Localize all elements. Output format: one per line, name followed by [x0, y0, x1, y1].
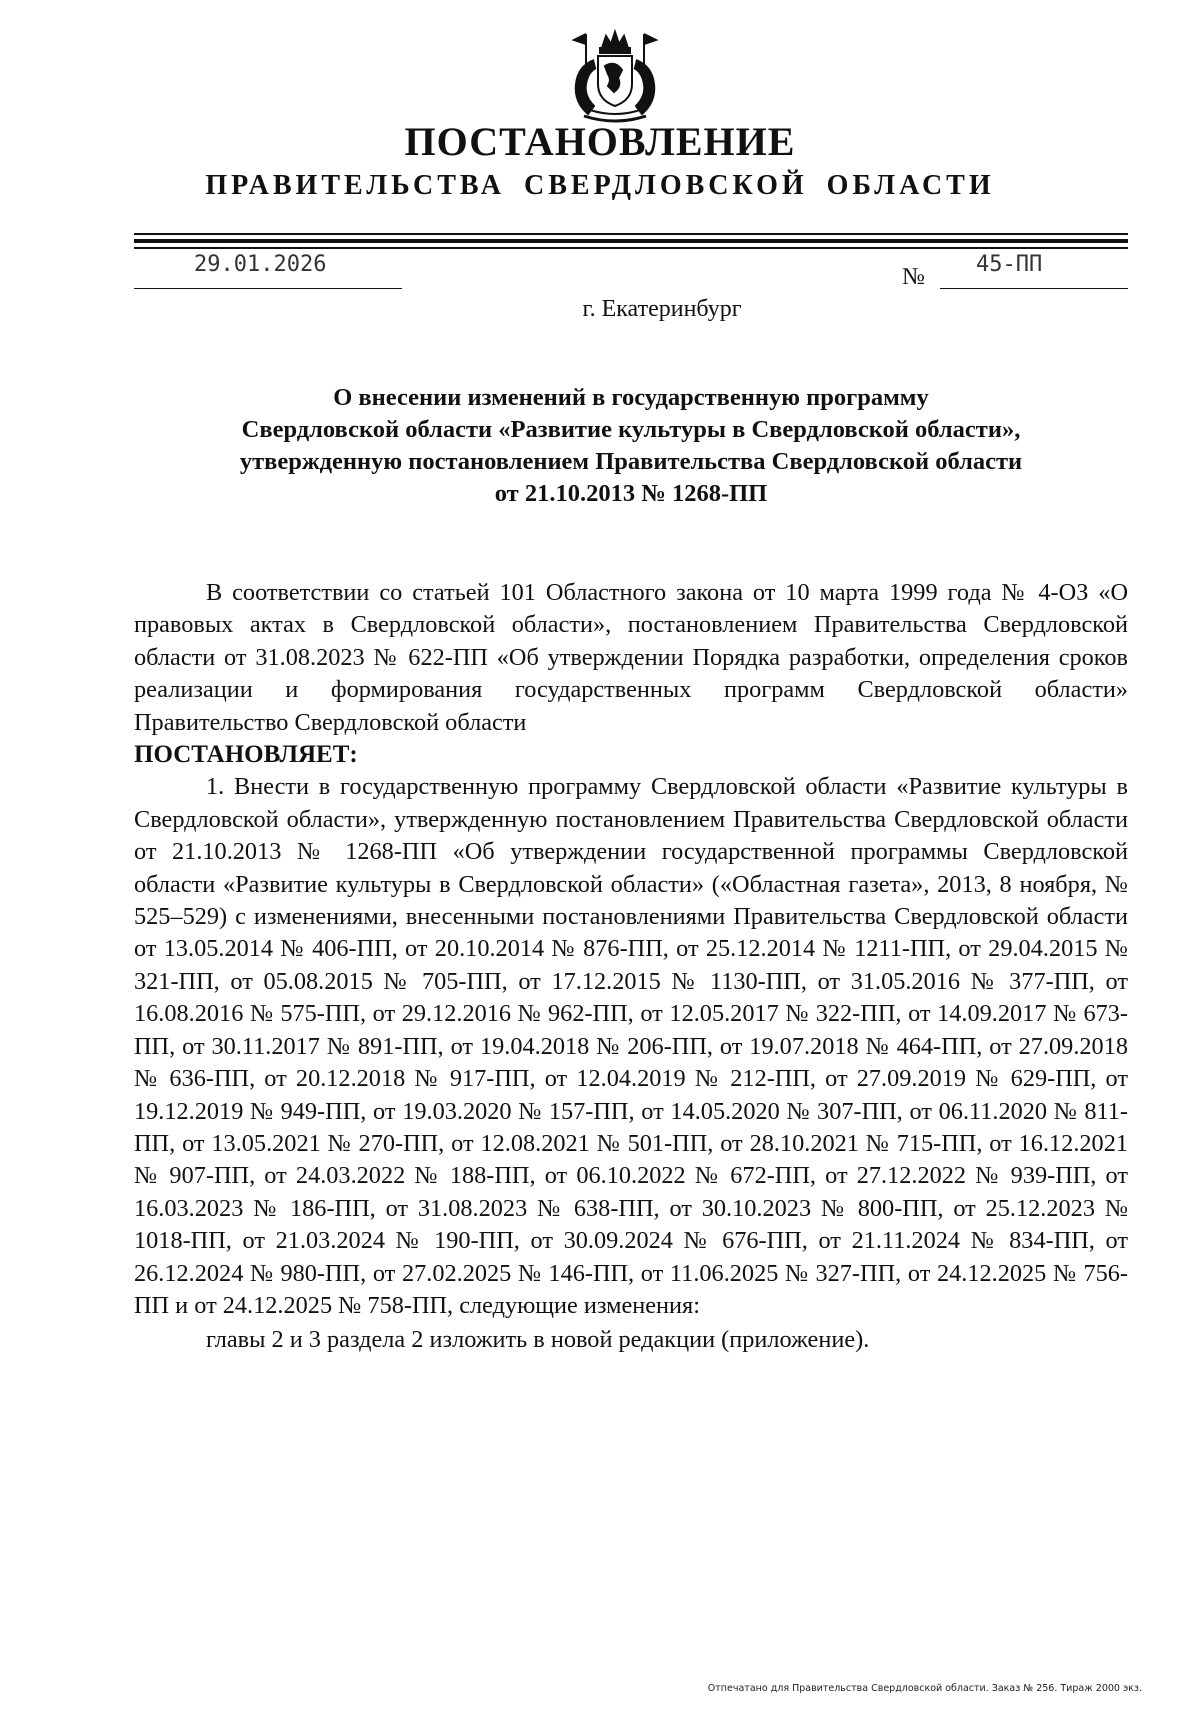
- item-1-paragraph: 1. Внести в государственную программу Свердловской области «Развитие культуры в Свердловской области», утвержденную постановлением Правительства Свердловской области от 21.10.2013 № 1268-ПП «Об утверждении государственной программы Свердловской области «Развитие культуры в Свердловской области» («Областная газета», 2013, 8 ноября, № 525–529) с изменениями, внесенными постановлениями Правительства Свердловской области от 13.05.2014 № 406-ПП, от 20.10.2014 № 876-ПП, от 25.12.2014 № 1211-ПП, от 29.04.2015 № 321-ПП, от 05.08.2015 № 705-ПП, от 17.12.2015 № 1130-ПП, от 31.05.2016 № 377-ПП, от 16.08.2016 № 575-ПП, от 29.12.2016 № 962-ПП, от 12.05.2017 № 322-ПП, от 14.09.2017 № 673-ПП, от 30.11.2017 № 891-ПП, от 19.04.2018 № 206-ПП, от 19.07.2018 № 464-ПП, от 27.09.2018 № 636-ПП, от 20.12.2018 № 917-ПП, от 12.04.2019 № 212-ПП, от 27.09.2019 № 629-ПП, от 19.12.2019 № 949-ПП, от 19.03.2020 № 157-ПП, от 14.05.2020 № 307-ПП, от 06.11.2020 № 811-ПП, от 13.05.2021 № 270-ПП, от 12.08.2021 № 501-ПП, от 28.10.2021 № 715-ПП, от 16.12.2021 № 907-ПП, от 24.03.2022 № 188-ПП, от 06.10.2022 № 672-ПП, от 27.12.2022 № 939-ПП, от 16.03.2023 № 186-ПП, от 31.08.2023 № 638-ПП, от 30.10.2023 № 800-ПП, от 25.12.2023 № 1018-ПП, от 21.03.2024 № 190-ПП, от 30.09.2024 № 676-ПП, от 21.11.2024 № 834-ПП, от 26.12.2024 № 980-ПП, от 27.02.2025 № 146-ПП, от 11.06.2025 № 327-ПП, от 24.12.2025 № 756-ПП и от 24.12.2025 № 758-ПП, следующие изменения:: [134, 773, 1128, 1319]
- document-date: 29.01.2026: [194, 252, 327, 277]
- heading-line: Свердловской области «Развитие культуры в Свердловской области»,: [241, 416, 1021, 443]
- heading-line: утвержденную постановлением Правительства Свердловской области: [239, 448, 1023, 475]
- print-note: Отпечатано для Правительства Свердловской области. Заказ № 256. Тираж 2000 экз.: [707, 1683, 1142, 1694]
- document-heading: [134, 382, 1128, 510]
- item-1-subparagraph: главы 2 и 3 раздела 2 изложить в новой редакции (приложение).: [206, 1326, 870, 1354]
- heading-line: О внесении изменений в государственную программу: [333, 384, 929, 411]
- number-label: №: [902, 264, 925, 290]
- resolution-verb: ПОСТАНОВЛЯЕТ:: [134, 741, 358, 769]
- preamble-paragraph: В соответствии со статьей 101 Областного закона от 10 марта 1999 года № 4-ОЗ «О правовых актах в Свердловской области», постановлением Правительства Свердловской области от 31.08.2023 № 622-ПП «Об утверждении Порядка разработки, определения сроков реализации и формирования государственных программ Свердловской области» Правительство Свердловской области: [134, 579, 1128, 736]
- date-field: [134, 252, 402, 289]
- header-divider-bottom: [134, 247, 1128, 249]
- header-divider-top: [134, 233, 1128, 235]
- document-number: 45-ПП: [976, 252, 1043, 277]
- document-body: [134, 577, 1128, 1357]
- document-title: ПОСТАНОВЛЕНИЕ: [404, 119, 796, 164]
- document-city: г. Екатеринбург: [582, 296, 742, 322]
- header-divider-thick: [134, 239, 1128, 243]
- number-field: [940, 252, 1128, 289]
- coat-of-arms-icon: [560, 26, 670, 126]
- document-issuer: ПРАВИТЕЛЬСТВА СВЕРДЛОВСКОЙ ОБЛАСТИ: [205, 170, 995, 201]
- heading-line: от 21.10.2013 № 1268-ПП: [494, 480, 768, 507]
